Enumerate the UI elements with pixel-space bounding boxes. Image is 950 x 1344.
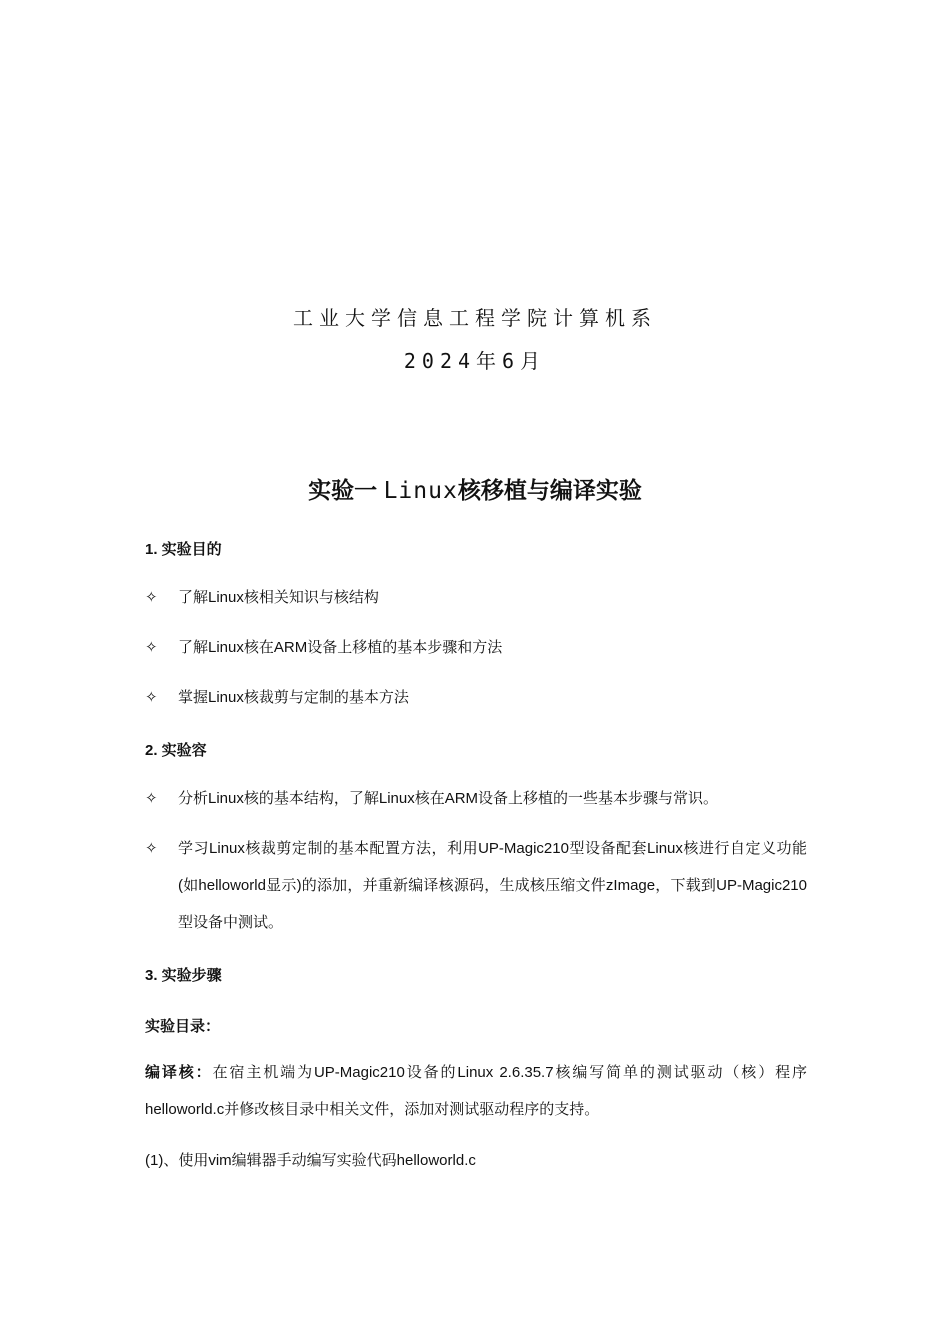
bullet-text: 学习Linux核裁剪定制的基本配置方法，利用UP-Magic210型设备配套Linux核进行自定义功能(如helloworld显示)的添加，并重新编译核源码，生成核压缩文件zImage，下载到UP-Magic210型设备中测试。 — [178, 840, 807, 931]
four-pointed-star-outline-icon: ✧ — [145, 789, 158, 807]
compile-label: 编译核： — [145, 1064, 213, 1081]
compile-paragraph — [145, 1054, 807, 1128]
step-1: (1)、使用vim编辑器手动编写实验代码helloworld.c — [145, 1152, 476, 1169]
content-bullet — [145, 780, 807, 817]
purpose-bullet — [145, 579, 807, 616]
title-prefix: 实验一 — [308, 477, 384, 503]
bullet-text: 掌握Linux核裁剪与定制的基本方法 — [178, 689, 409, 706]
content-bullet — [145, 830, 807, 941]
directory-label: 实验目录： — [145, 1018, 221, 1035]
compile-text: 在宿主机端为UP-Magic210设备的Linux 2.6.35.7核编写简单的测试驱动（核）程序helloworld.c并修改核目录中相关文件，添加对测试驱动程序的支持。 — [145, 1064, 807, 1118]
section-heading-steps: 3. 实验步骤 — [145, 967, 222, 984]
bullet-text: 了解Linux核在ARM设备上移植的基本步骤和方法 — [178, 639, 503, 656]
bullet-text: 了解Linux核相关知识与核结构 — [178, 589, 379, 606]
four-pointed-star-outline-icon: ✧ — [145, 588, 158, 606]
section-heading-purpose: 1. 实验目的 — [145, 541, 222, 558]
four-pointed-star-outline-icon: ✧ — [145, 839, 158, 857]
purpose-bullet — [145, 679, 807, 716]
four-pointed-star-outline-icon: ✧ — [145, 688, 158, 706]
title-latin: Linux — [383, 478, 458, 504]
cover-institution: 工业大学信息工程学院计算机系 — [293, 306, 657, 330]
cover-date: 2024年6月 — [403, 349, 547, 373]
section-heading-content: 2. 实验容 — [145, 742, 207, 759]
four-pointed-star-outline-icon: ✧ — [145, 638, 158, 656]
bullet-text: 分析Linux核的基本结构，了解Linux核在ARM设备上移植的一些基本步骤与常识。 — [178, 790, 719, 807]
experiment-title — [0, 472, 950, 505]
title-suffix: 核移植与编译实验 — [457, 477, 642, 503]
purpose-bullet — [145, 629, 807, 666]
